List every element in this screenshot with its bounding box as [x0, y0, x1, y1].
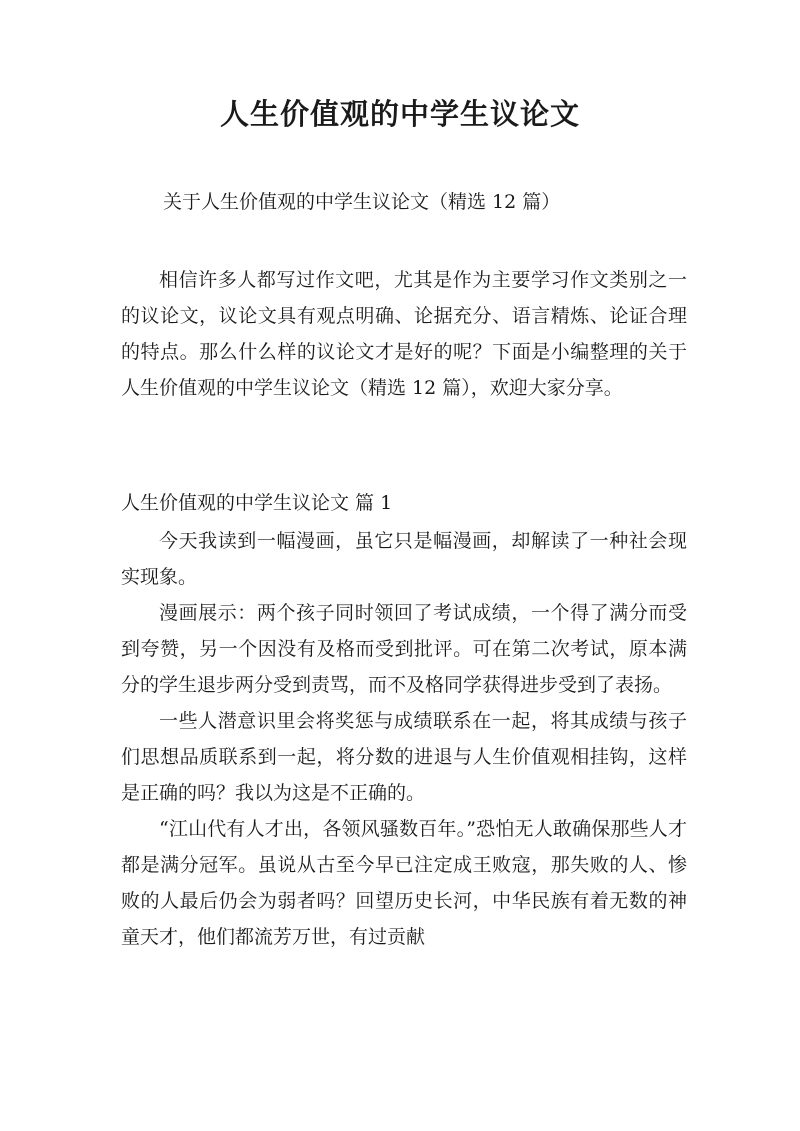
- body-paragraph: “江山代有人才出，各领风骚数百年。”恐怕无人敢确保那些人才都是满分冠军。虽说从古至今早已注定成王败寇，那失败的人、惨败的人最后仍会为弱者吗？回望历史长河，中华民族有着无数的神童天才，他们都流芳万世，有过贡献: [121, 818, 687, 948]
- document-subtitle: 关于人生价值观的中学生议论文（精选 12 篇）: [163, 191, 561, 213]
- document-title: 人生价值观的中学生议论文: [219, 97, 580, 131]
- body-paragraph: 漫画展示：两个孩子同时领回了考试成绩，一个得了满分而受到夸赞，另一个因没有及格而受到批评。可在第二次考试，原本满分的学生退步两分受到责骂，而不及格同学获得进步受到了表扬。: [121, 602, 687, 696]
- body-paragraph: 一些人潜意识里会将奖惩与成绩联系在一起，将其成绩与孩子们思想品质联系到一起，将分数的进退与人生价值观相挂钩，这样是正确的吗？我以为这是不正确的。: [121, 710, 687, 804]
- essay-body: [121, 523, 687, 955]
- intro-paragraph: 相信许多人都写过作文吧，尤其是作为主要学习作文类别之一的议论文，议论文具有观点明确、论据充分、语言精炼、论证合理的特点。那么什么样的议论文才是好的呢？下面是小编整理的关于人生价值观的中学生议论文（精选 12 篇），欢迎大家分享。: [121, 269, 687, 399]
- section-heading: 人生价值观的中学生议论文 篇 1: [121, 492, 393, 514]
- body-paragraph: 今天我读到一幅漫画，虽它只是幅漫画，却解读了一种社会现实现象。: [121, 530, 687, 588]
- intro-block: [121, 262, 687, 406]
